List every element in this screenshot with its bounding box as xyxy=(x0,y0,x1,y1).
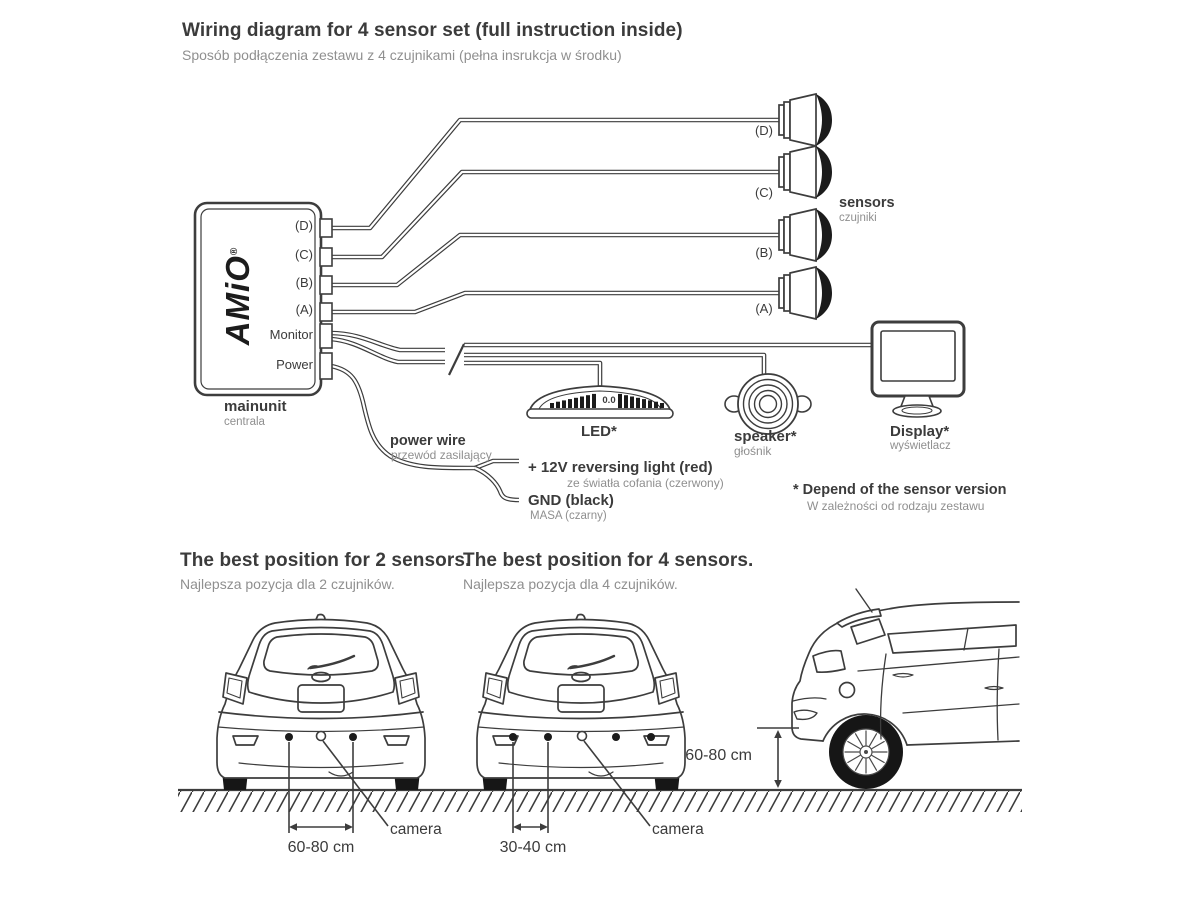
distance-2-sensors: 60-80 cm xyxy=(287,839,355,856)
brand-registered-mark: ® xyxy=(229,246,240,256)
camera-label-2: camera xyxy=(390,821,442,838)
section-4-title-pl: Najlepsza pozycja dla 4 czujników. xyxy=(463,576,678,592)
sensor-label-b: (B) xyxy=(755,245,773,260)
sensors-caption-pl: czujniki xyxy=(839,212,877,224)
sensor-label-d: (D) xyxy=(754,123,774,138)
brand-logo-text: AMiO xyxy=(219,255,256,346)
car-side-illustration xyxy=(792,589,1019,789)
main-unit-label-en: mainunit xyxy=(224,398,287,415)
led-label: LED* xyxy=(581,423,617,440)
sensor-label-c: (C) xyxy=(754,185,774,200)
sensors-caption-en: sensors xyxy=(839,195,895,211)
sensor-label-a: (A) xyxy=(755,301,773,316)
speaker-label-pl: głośnik xyxy=(734,444,772,458)
sensor-c-icon xyxy=(779,146,832,198)
sensor-d-icon xyxy=(779,94,832,146)
car-rear-4-sensors-illustration xyxy=(477,615,685,791)
sensor-a-icon xyxy=(779,267,832,319)
led-value: 0.0 xyxy=(602,395,616,406)
speaker-label-en: speaker* xyxy=(734,428,797,445)
ground-line xyxy=(178,790,1022,812)
port-label-power: Power xyxy=(276,357,313,372)
page-subtitle: Sposób podłączenia zestawu z 4 czujnikami (pełna insrukcja w środku) xyxy=(182,47,622,63)
distance-4-sensors: 30-40 cm xyxy=(499,839,567,856)
display-label-pl: wyświetlacz xyxy=(890,440,951,452)
port-label-monitor: Monitor xyxy=(269,327,313,342)
power-wire-label-en: power wire xyxy=(390,433,466,449)
power-wire-label-pl: przewód zasilający xyxy=(391,448,492,462)
port-label-d: (D) xyxy=(294,218,313,233)
port-label-a: (A) xyxy=(295,302,313,317)
power-gnd-label-pl: MASA (czarny) xyxy=(530,510,607,522)
footnote-en: * Depend of the sensor version xyxy=(793,482,1007,498)
camera-label-4: camera xyxy=(652,821,704,838)
port-label-c: (C) xyxy=(294,247,313,262)
main-unit-label-pl: centrala xyxy=(224,416,265,428)
power-plus-label-en: + 12V reversing light (red) xyxy=(528,459,713,476)
footnote-pl: W zależności od rodzaju zestawu xyxy=(807,499,985,513)
car-rear-2-sensors-illustration xyxy=(217,615,425,791)
section-2-title-pl: Najlepsza pozycja dla 2 czujników. xyxy=(180,576,395,592)
sensor-wires xyxy=(331,120,780,312)
section-4-title-en: The best position for 4 sensors. xyxy=(463,550,754,571)
power-plus-label-pl: ze światła cofania (czerwony) xyxy=(567,476,724,490)
section-2-title-en: The best position for 2 sensors. xyxy=(180,550,471,571)
dimension-side-height xyxy=(757,728,799,788)
display-label-en: Display* xyxy=(890,423,950,440)
sensor-b-icon xyxy=(779,209,832,261)
port-label-b: (B) xyxy=(295,275,313,290)
speaker-icon xyxy=(725,374,811,434)
wire-break-icon xyxy=(449,344,464,375)
monitor-wires xyxy=(331,333,872,388)
page-title: Wiring diagram for 4 sensor set (full instruction inside) xyxy=(182,20,683,41)
power-gnd-label-en: GND (black) xyxy=(528,492,614,509)
display-monitor-icon xyxy=(872,322,964,417)
side-height-label: 60-80 cm xyxy=(685,747,752,764)
